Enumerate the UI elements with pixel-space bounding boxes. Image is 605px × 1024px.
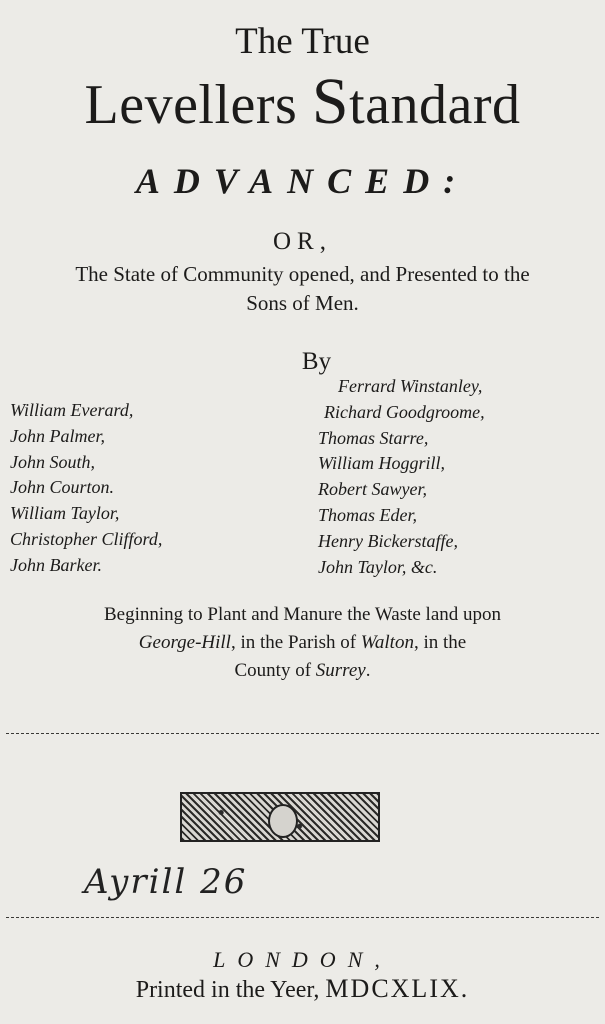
place-george-hill: George-Hill bbox=[138, 632, 231, 653]
author-name: Thomas Starre, bbox=[318, 427, 429, 448]
author-name: Ferrard Winstanley, bbox=[338, 376, 483, 396]
authors-left-column bbox=[10, 398, 162, 579]
by-label: By bbox=[301, 348, 332, 375]
author-name: Thomas Eder, bbox=[318, 504, 418, 525]
body-line-3 bbox=[0, 660, 605, 682]
author-name: John South, bbox=[10, 451, 95, 472]
place-surrey: Surrey bbox=[315, 660, 366, 681]
imprint-city: LONDON, bbox=[213, 947, 392, 972]
place-walton: Walton bbox=[360, 632, 414, 653]
title-line-2-initial: S bbox=[311, 65, 350, 138]
authors-right-column bbox=[318, 374, 485, 580]
subtitle-line-1: The State of Community opened, and Presented to the bbox=[75, 262, 530, 286]
body-line-3-end: . bbox=[365, 660, 371, 681]
title-line-1: The True bbox=[235, 21, 370, 62]
divider-rule bbox=[6, 917, 599, 918]
title-line-2-part-a: Levellers bbox=[84, 74, 312, 136]
author-name: John Barker. bbox=[10, 554, 102, 575]
author-name: William Hoggrill, bbox=[318, 453, 446, 474]
body-line-2-text: , in the Parish of bbox=[230, 632, 361, 653]
author-name: Robert Sawyer, bbox=[318, 479, 427, 500]
imprint-line bbox=[0, 974, 605, 1004]
author-name: William Everard, bbox=[10, 400, 134, 420]
author-name: Henry Bickerstaffe, bbox=[318, 530, 458, 551]
ornament-woodcut bbox=[180, 792, 380, 842]
ornament-face-icon bbox=[268, 804, 298, 838]
body-line-3-text: County of bbox=[234, 660, 316, 681]
author-name: Richard Goodgroome, bbox=[324, 401, 485, 422]
title-line-3: ADVANCED: bbox=[135, 161, 470, 201]
body-line-1: Beginning to Plant and Manure the Waste land upon bbox=[103, 604, 502, 625]
subtitle-or: OR, bbox=[273, 228, 332, 255]
imprint-printed: Printed in the Yeer, bbox=[135, 977, 326, 1003]
handwritten-note: Ayrill 26 bbox=[84, 862, 248, 902]
author-name: John Taylor, &c. bbox=[318, 556, 438, 577]
title-line-2-part-c: tandard bbox=[349, 74, 521, 136]
imprint-year: MDCXLIX. bbox=[325, 974, 470, 1003]
author-name: John Courton. bbox=[10, 477, 115, 498]
divider-rule bbox=[6, 733, 599, 734]
author-name: William Taylor, bbox=[10, 503, 120, 524]
author-name: Christopher Clifford, bbox=[10, 528, 163, 549]
body-line-2-end: , in the bbox=[413, 632, 467, 653]
body-line-2 bbox=[0, 632, 605, 654]
subtitle-line-2: Sons of Men. bbox=[246, 291, 359, 315]
title-line-2 bbox=[0, 64, 605, 140]
author-name: John Palmer, bbox=[10, 425, 105, 446]
